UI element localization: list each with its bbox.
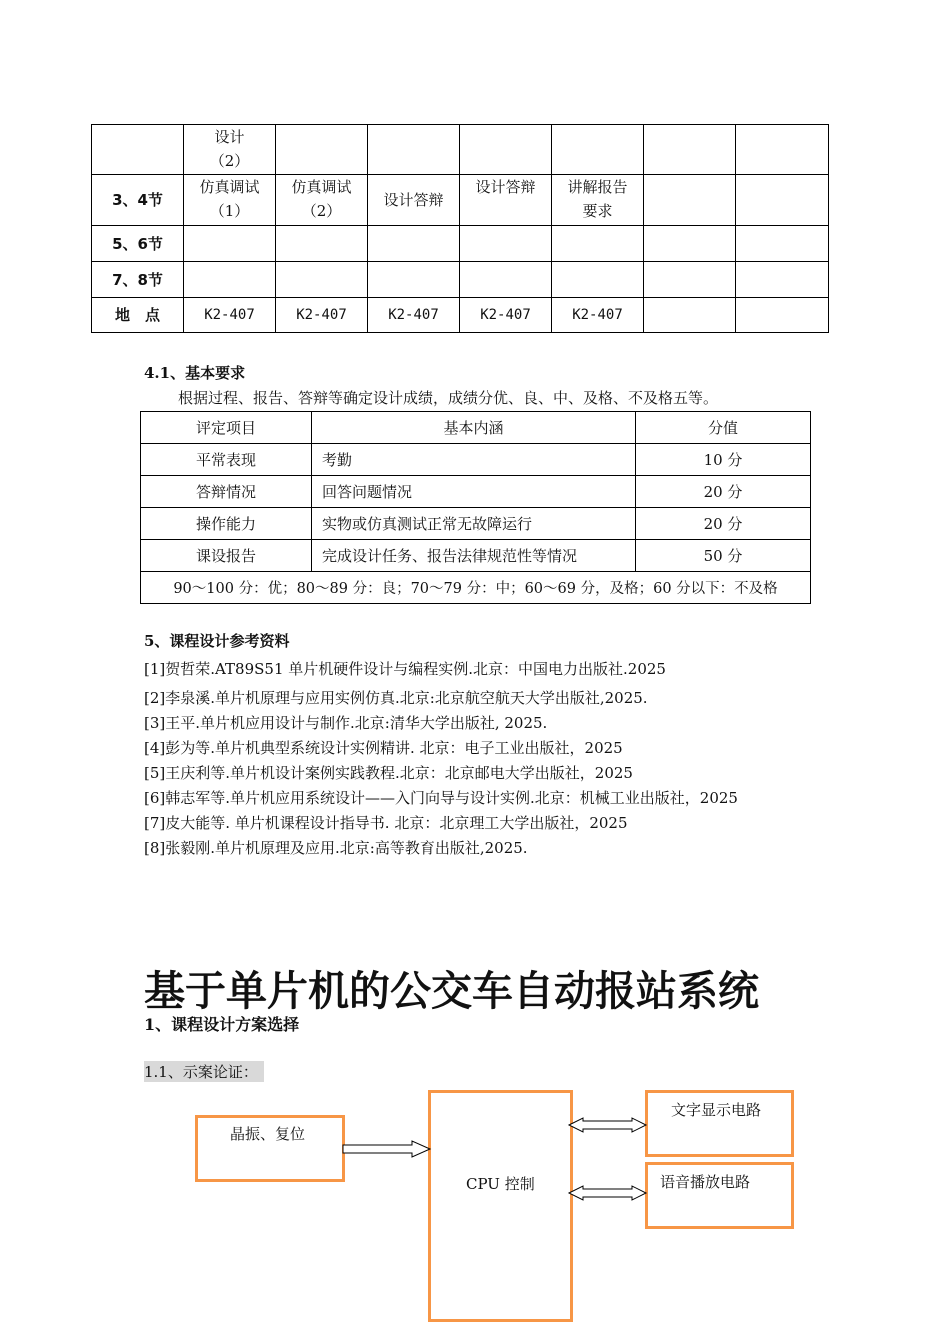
cpu-label: CPU 控制 — [466, 1175, 535, 1193]
schedule-cell-line: 设计答辩 — [383, 191, 444, 209]
reference-item: [8]张毅刚.单片机原理及应用.北京:高等教育出版社,2025. — [144, 839, 528, 857]
grading-content: 回答问题情况 — [312, 476, 636, 508]
grading-score: 50 分 — [636, 540, 811, 572]
reference-item: [5]王庆利等.单片机设计案例实践教程.北京：北京邮电大学出版社，2025 — [144, 764, 633, 782]
reference-item: [1]贺哲荣.AT89S51 单片机硬件设计与编程实例.北京：中国电力出版社.2025 — [144, 660, 666, 678]
schedule-row-header: 7、8节 — [92, 262, 184, 298]
schedule-row-header: 5、6节 — [92, 226, 184, 262]
schedule-cell-line: K2-407 — [296, 307, 347, 323]
voice-circuit-label: 语音播放电路 — [660, 1173, 751, 1191]
grading-item: 课设报告 — [141, 540, 312, 572]
grading-header-score: 分值 — [636, 412, 811, 444]
grading-content: 考勤 — [312, 444, 636, 476]
grading-header-content: 基本内涵 — [312, 412, 636, 444]
schedule-cell-line: 设计 — [214, 128, 245, 146]
section-5-heading: 5、课程设计参考资料 — [144, 632, 290, 650]
schedule-cell-line: （2） — [301, 202, 342, 220]
schedule-cell-line: K2-407 — [388, 307, 439, 323]
grading-item: 平常表现 — [141, 444, 312, 476]
section-1-1-heading: 1.1、示案论证： — [144, 1061, 264, 1082]
grading-content: 实物或仿真测试正常无故障运行 — [312, 508, 636, 540]
grading-score: 20 分 — [636, 476, 811, 508]
grading-scale: 90～100 分：优；80～89 分：良；70～79 分：中；60～69 分，及格；60 分以下：不及格 — [141, 572, 811, 604]
grading-item: 操作能力 — [141, 508, 312, 540]
osc-to-cpu-arrow — [343, 1141, 430, 1157]
cpu-display-double-arrow — [569, 1118, 646, 1132]
schedule-cell-line: K2-407 — [480, 307, 531, 323]
reference-item: [4]彭为等.单片机典型系统设计实例精讲. 北京：电子工业出版社，2025 — [144, 739, 623, 757]
display-circuit-label: 文字显示电路 — [671, 1101, 762, 1119]
section-4-1-text: 根据过程、报告、答辩等确定设计成绩，成绩分优、良、中、及格、不及格五等。 — [178, 389, 719, 407]
section-1-heading: 1、课程设计方案选择 — [144, 1015, 300, 1034]
schedule-cell-line: 要求 — [582, 202, 613, 220]
grading-score: 20 分 — [636, 508, 811, 540]
schedule-cell-line: K2-407 — [572, 307, 623, 323]
cpu-voice-double-arrow — [569, 1186, 646, 1200]
schedule-cell-line: （1） — [209, 202, 250, 220]
schedule-cell-line: 仿真调试 — [199, 178, 260, 196]
document-title: 基于单片机的公交车自动报站系统 — [144, 967, 759, 1015]
schedule-cell-line: 设计答辩 — [475, 178, 536, 196]
grading-item: 答辩情况 — [141, 476, 312, 508]
reference-item: [3]王平.单片机应用设计与制作.北京:清华大学出版社, 2025. — [144, 714, 548, 732]
schedule-cell-line: 讲解报告 — [567, 178, 628, 196]
grading-score: 10 分 — [636, 444, 811, 476]
reference-item: [7]皮大能等. 单片机课程设计指导书. 北京：北京理工大学出版社，2025 — [144, 814, 628, 832]
oscillator-reset-label: 晶振、复位 — [230, 1125, 306, 1143]
section-4-1-heading: 4.1、基本要求 — [144, 364, 246, 382]
schedule-cell-line: K2-407 — [204, 307, 255, 323]
schedule-row-header: 3、4节 — [92, 175, 184, 226]
schedule-row-header: 地 点 — [92, 298, 184, 333]
schedule-cell-line: （2） — [209, 152, 250, 170]
grading-content: 完成设计任务、报告法律规范性等情况 — [312, 540, 636, 572]
grading-header-item: 评定项目 — [141, 412, 312, 444]
schedule-cell-line: 仿真调试 — [291, 178, 352, 196]
reference-item: [6]韩志军等.单片机应用系统设计——入门向导与设计实例.北京：机械工业出版社，2025 — [144, 789, 738, 807]
reference-item: [2]李泉溪.单片机原理与应用实例仿真.北京:北京航空航天大学出版社,2025. — [144, 689, 648, 707]
